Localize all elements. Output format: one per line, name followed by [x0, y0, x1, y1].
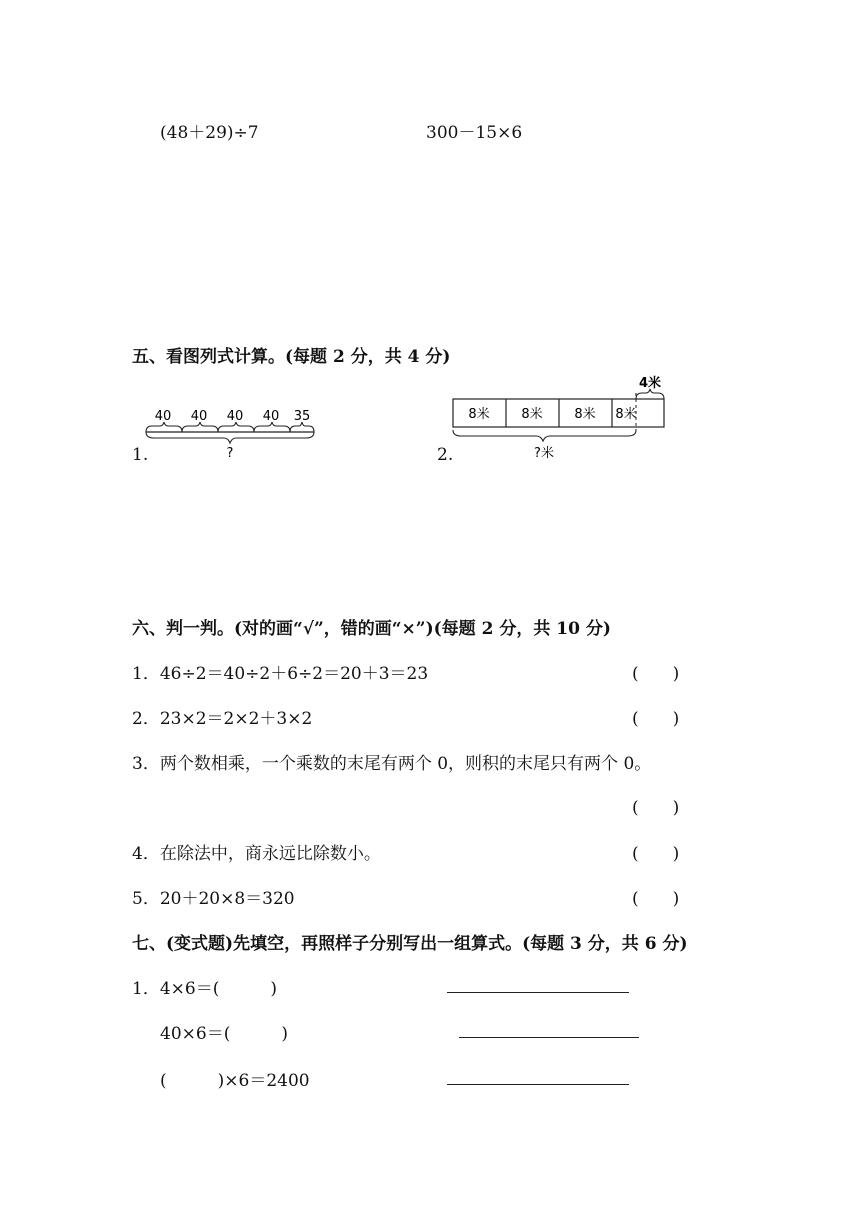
answer-paren-2[interactable]: ( )	[632, 709, 680, 729]
box-label: 8米	[574, 407, 596, 422]
judge-item-3: 3．两个数相乘，一个乘数的末尾有两个 0，则积的末尾只有两个 0。	[132, 754, 652, 774]
segment-brace	[182, 422, 218, 432]
answer-line-3[interactable]	[447, 1084, 629, 1085]
fill-line-3: ( )×6＝2400	[160, 1071, 310, 1091]
answer-line-1[interactable]	[447, 992, 629, 993]
problem-1-number: 1.	[132, 445, 149, 465]
problem-1-diagram	[140, 400, 330, 460]
total-brace	[453, 430, 636, 441]
segment-label: 35	[293, 409, 311, 424]
answer-paren-3[interactable]: ( )	[632, 798, 680, 818]
problem-2-number: 2.	[437, 445, 454, 465]
box-label: 8米	[521, 407, 543, 422]
section-5-heading: 五、看图列式计算。(每题 2 分，共 4 分)	[132, 347, 451, 367]
box-label: 8米	[615, 407, 637, 422]
expression-b: 300－15×6	[426, 123, 523, 143]
problem-2-diagram	[448, 370, 673, 465]
segment-brace	[146, 422, 182, 432]
judge-item-4: 4．在除法中，商永远比除数小。	[132, 844, 381, 864]
section-6-heading: 六、判一判。(对的画“√”，错的画“×”)(每题 2 分，共 10 分)	[132, 619, 611, 639]
extra-length-label: 4米	[638, 376, 662, 391]
total-brace	[146, 432, 314, 443]
judge-item-1: 1．46÷2＝40÷2＋6÷2＝20＋3＝23	[132, 664, 429, 684]
judge-item-2: 2．23×2＝2×2＋3×2	[132, 709, 313, 729]
total-question: ?米	[534, 446, 554, 461]
fill-line-1: 1．4×6＝( )	[132, 979, 277, 999]
segment-label: 40	[226, 409, 244, 424]
total-question: ?	[226, 446, 234, 460]
answer-paren-4[interactable]: ( )	[632, 844, 680, 864]
segment-label: 40	[190, 409, 208, 424]
judge-item-5: 5．20＋20×8＝320	[132, 889, 295, 909]
box-label: 8米	[468, 407, 490, 422]
answer-paren-5[interactable]: ( )	[632, 889, 680, 909]
segment-brace	[218, 422, 254, 432]
section-7-heading: 七、(变式题)先填空，再照样子分别写出一组算式。(每题 3 分，共 6 分)	[132, 934, 688, 954]
answer-paren-1[interactable]: ( )	[632, 664, 680, 684]
segment-label: 40	[154, 409, 172, 424]
answer-line-2[interactable]	[459, 1037, 639, 1038]
segment-label: 40	[262, 409, 280, 424]
segment-brace	[254, 422, 290, 432]
expression-a: (48＋29)÷7	[160, 123, 259, 143]
fill-line-2: 40×6＝( )	[160, 1024, 288, 1044]
